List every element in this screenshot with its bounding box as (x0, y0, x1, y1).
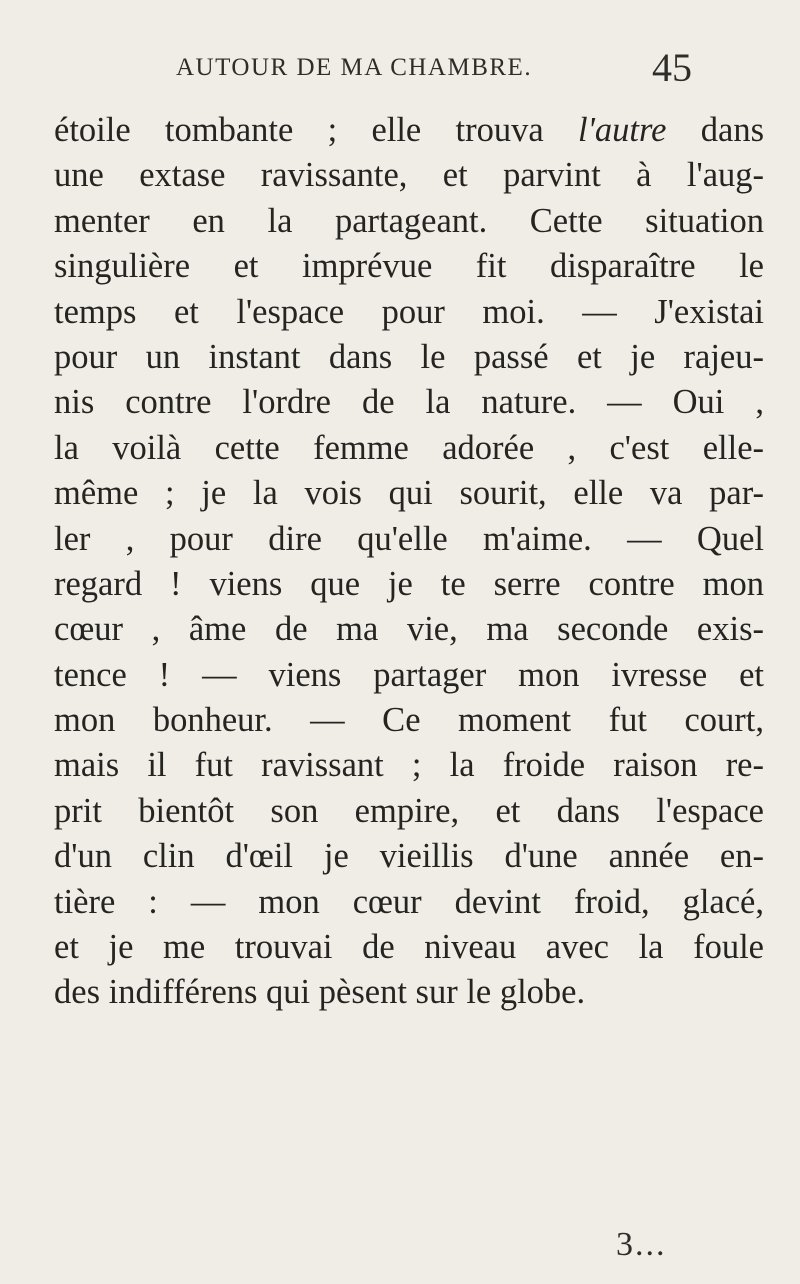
text-line: tence ! — viens partager mon ivresse et (54, 655, 764, 694)
text-line: même ; je la vois qui sourit, elle va par- (54, 474, 764, 513)
text-line: mais il fut ravissant ; la froide raison re- (54, 746, 764, 785)
signature-mark: 3... (616, 1226, 667, 1263)
text-line: menter en la partageant. Cette situation (54, 201, 764, 240)
text-line: singulière et imprévue fit disparaître le (54, 247, 764, 286)
running-head (0, 44, 800, 88)
page-number: 45 (652, 45, 692, 90)
text-line: tière : — mon cœur devint froid, glacé, (54, 882, 764, 921)
text-line: pour un instant dans le passé et je rajeu- (54, 337, 764, 376)
text-line: mon bonheur. — Ce moment fut court, (54, 701, 764, 740)
text-line: regard ! viens que je te serre contre mon (54, 564, 764, 603)
text-line: étoile tombante ; elle trouva l'autre dans (54, 111, 764, 149)
text-line: ler , pour dire qu'elle m'aime. — Quel (54, 519, 764, 558)
text-line: cœur , âme de ma vie, ma seconde exis- (54, 610, 764, 649)
text-line: des indifférens qui pèsent sur le globe. (54, 973, 586, 1012)
text-line: une extase ravissante, et parvint à l'aug- (54, 156, 764, 195)
text-line: et je me trouvai de niveau avec la foule (54, 928, 764, 967)
body-text (54, 108, 764, 1016)
text-line: temps et l'espace pour moi. — J'existai (54, 292, 764, 331)
text-line: prit bientôt son empire, et dans l'espace (54, 791, 764, 830)
italic-word: l'autre (577, 111, 667, 149)
running-title: AUTOUR DE MA CHAMBRE. (176, 54, 533, 81)
text-line: nis contre l'ordre de la nature. — Oui , (54, 383, 764, 422)
text-line: d'un clin d'œil je vieillis d'une année en- (54, 837, 764, 876)
text-line: la voilà cette femme adorée , c'est elle- (54, 428, 764, 467)
